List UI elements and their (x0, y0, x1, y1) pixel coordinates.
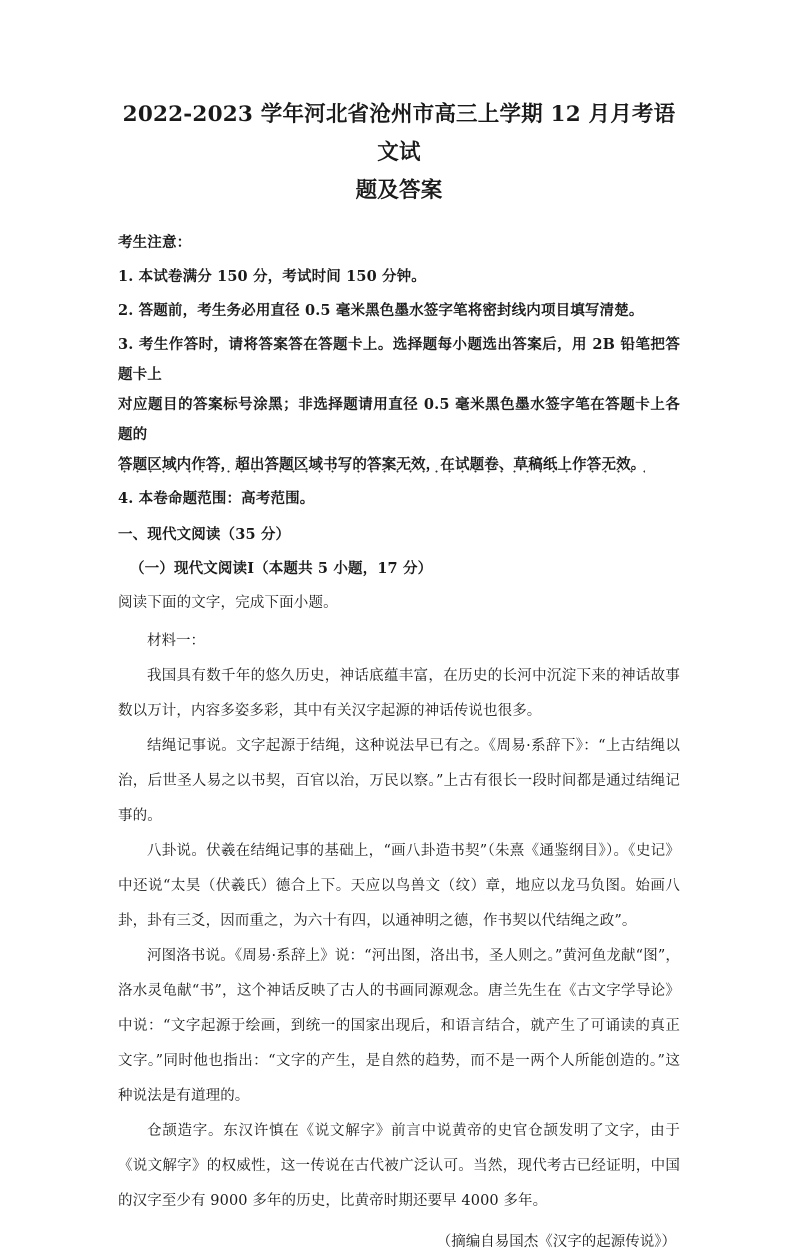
material-label: 材料一： (147, 633, 205, 649)
page-title (118, 96, 680, 210)
passage-attribution: （摘编自易国杰《汉字的起源传说》） (436, 1234, 676, 1250)
reading-instruction: 阅读下面的文字，完成下面小题。 (118, 595, 338, 611)
subsection-heading-reading-one: （一）现代文阅读Ⅰ（本题共 5 小题，17 分） (130, 560, 433, 577)
examinee-notice-block (118, 228, 680, 514)
title-line-1: 2022-2023 学年河北省沧州市高三上学期 12 月月考语文试 (122, 102, 676, 165)
notice-item-2: 2. 答题前，考生务必用直径 0.5 毫米黑色墨水签字笔将密封线内项目填写清楚。 (118, 302, 644, 319)
notice-item-1: 1. 本试卷满分 150 分，考试时间 150 分钟。 (118, 268, 426, 285)
section-heading-modern-reading: 一、现代文阅读（35 分） (118, 526, 291, 543)
notice-item-3-cont-a: 对应题目的答案标号涂黑；非选择题请用直径 0.5 毫米黑色墨水签字笔在答题卡上各题的 (118, 396, 680, 443)
notice-heading: 考生注意： (118, 234, 192, 251)
emphasis-dotted-text: 答题区域内作答，超出答题区域书写的答案无效，在试题卷、草稿纸上作答无效。 (118, 456, 645, 478)
notice-item-3-cont-b (118, 450, 680, 480)
passage-paragraph: 仓颉造字。东汉许慎在《说文解字》前言中说黄帝的史官仓颉发明了文字，由于《说文解字》的权威性，这一传说在古代被广泛认可。当然，现代考古已经证明，中国的汉字至少有 9000 多年的历史，比黄帝时期还要早 4000 多年。 (118, 1123, 680, 1209)
passage-paragraph: 结绳记事说。文字起源于结绳，这种说法早已有之。《周易·系辞下》：“上古结绳以治，后世圣人易之以书契，百官以治，万民以察。”上古有很长一段时间都是通过结绳记事的。 (118, 738, 680, 824)
passage-paragraph: 我国具有数千年的悠久历史，神话底蕴丰富，在历史的长河中沉淀下来的神话故事数以万计，内容多姿多彩，其中有关汉字起源的神话传说也很多。 (118, 668, 680, 719)
notice-item-3: 3. 考生作答时，请将答案答在答题卡上。选择题每小题选出答案后，用 2B 铅笔把答题卡上 (118, 336, 680, 383)
passage-paragraph: 八卦说。伏羲在结绳记事的基础上，“画八卦造书契”（朱熹《通鉴纲目》）。《史记》中还说“太昊（伏羲氏）德合上下。天应以鸟兽文（纹）章，地应以龙马负图。始画八卦，卦有三爻，因而重之，为六十有四，以通神明之德，作书契以代结绳之政”。 (118, 843, 680, 929)
notice-item-4: 4. 本卷命题范围：高考范围。 (118, 490, 315, 507)
title-line-2: 题及答案 (355, 178, 443, 203)
passage-paragraph: 河图洛书说。《周易·系辞上》说：“河出图，洛出书，圣人则之。”黄河鱼龙献“图”，洛水灵龟献“书”，这个神话反映了古人的书画同源观念。唐兰先生在《古文字学导论》中说：“文字起源于绘画，到统一的国家出现后，和语言结合，就产生了可诵读的真正文字。”同时他也指出：“文字的产生，是自然的趋势，而不是一两个人所能创造的。”这种说法是有道理的。 (118, 948, 680, 1104)
